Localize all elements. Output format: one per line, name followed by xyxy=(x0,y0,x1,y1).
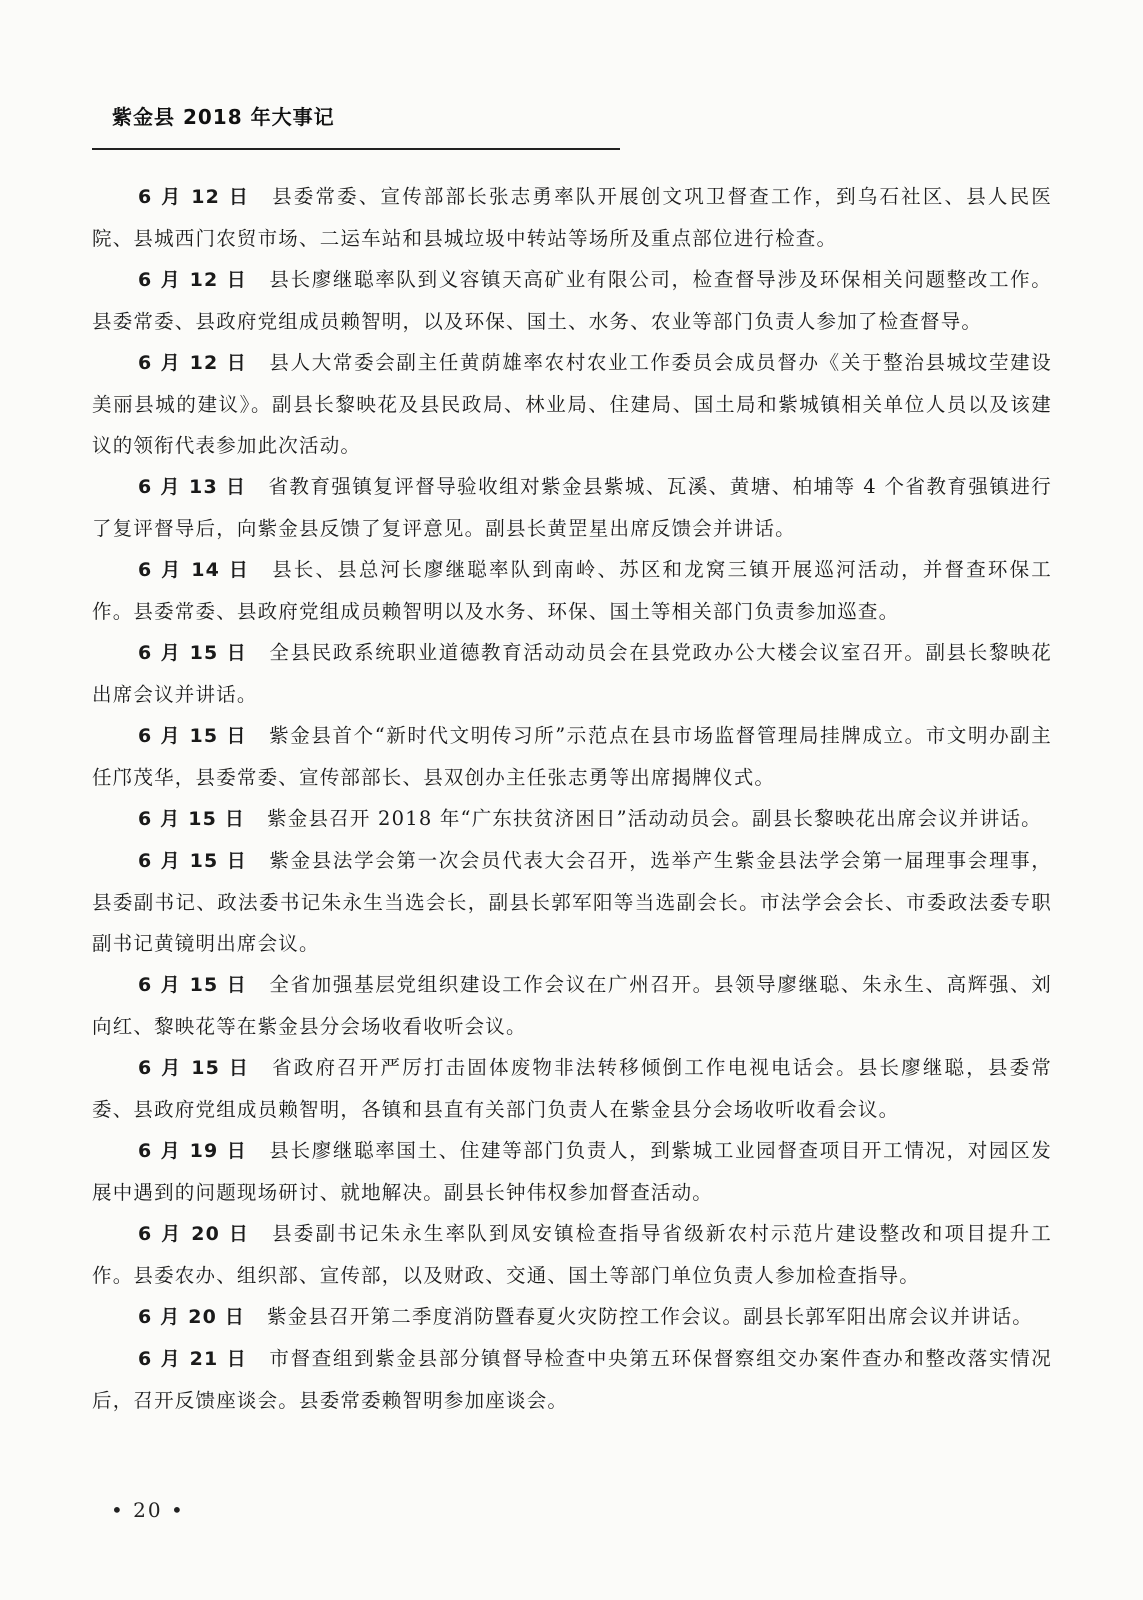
chronicle-entry xyxy=(92,1130,1052,1213)
entry-text: 县长廖继聪率国土、住建等部门负责人，到紫城工业园督查项目开工情况，对园区发展中遇到的问题现场研讨、就地解决。副县长钟伟权参加督查活动。 xyxy=(92,1139,1052,1204)
entry-date: 6 月 20 日 xyxy=(138,1223,251,1245)
entry-date: 6 月 15 日 xyxy=(138,642,248,664)
entry-date: 6 月 15 日 xyxy=(138,974,248,996)
chronicle-entry xyxy=(92,632,1052,715)
entry-date: 6 月 13 日 xyxy=(138,476,247,498)
entry-date: 6 月 12 日 xyxy=(138,269,248,291)
chronicle-entry xyxy=(92,840,1052,964)
header-divider xyxy=(92,148,620,150)
entry-text: 市督查组到紫金县部分镇督导检查中央第五环保督察组交办案件查办和整改落实情况后，召开反馈座谈会。县委常委赖智明参加座谈会。 xyxy=(92,1347,1052,1412)
entry-text: 县委常委、宣传部部长张志勇率队开展创文巩卫督查工作，到乌石社区、县人民医院、县城西门农贸市场、二运车站和县城垃圾中转站等场所及重点部位进行检查。 xyxy=(92,185,1053,250)
entry-text: 县人大常委会副主任黄荫雄率农村农业工作委员会成员督办《关于整治县城坟茔建设美丽县城的建议》。副县长黎映花及县民政局、林业局、住建局、国土局和紫城镇相关单位人员以及该建议的领衔代表参加此次活动。 xyxy=(92,351,1052,457)
entry-text: 紫金县法学会第一次会员代表大会召开，选举产生紫金县法学会第一届理事会理事，县委副书记、政法委书记朱永生当选会长，副县长郭军阳等当选副会长。市法学会会长、市委政法委专职副书记黄镜明出席会议。 xyxy=(92,849,1052,955)
entry-text: 县长、县总河长廖继聪率队到南岭、苏区和龙窝三镇开展巡河活动，并督查环保工作。县委常委、县政府党组成员赖智明以及水务、环保、国土等相关部门负责参加巡查。 xyxy=(92,558,1053,623)
chronicle-entry xyxy=(92,715,1052,798)
chronicle-entry xyxy=(92,964,1052,1047)
entry-text: 紫金县首个“新时代文明传习所”示范点在县市场监督管理局挂牌成立。市文明办副主任邝茂华，县委常委、宣传部部长、县双创办主任张志勇等出席揭牌仪式。 xyxy=(92,724,1052,789)
page-number: • 20 • xyxy=(111,1498,185,1522)
chronicle-entry xyxy=(92,259,1052,342)
entry-date: 6 月 12 日 xyxy=(138,186,251,208)
chronicle-entry xyxy=(92,1338,1052,1421)
entry-date: 6 月 15 日 xyxy=(138,808,246,830)
chronicle-entry xyxy=(92,1213,1052,1296)
entry-text: 县委副书记朱永生率队到凤安镇检查指导省级新农村示范片建设整改和项目提升工作。县委农办、组织部、宣传部，以及财政、交通、国土等部门单位负责人参加检查指导。 xyxy=(92,1222,1053,1287)
chronicle-entry xyxy=(92,466,1052,549)
entry-date: 6 月 14 日 xyxy=(138,559,251,581)
entry-text: 省教育强镇复评督导验收组对紫金县紫城、瓦溪、黄塘、柏埔等 4 个省教育强镇进行了复评督导后，向紫金县反馈了复评意见。副县长黄罡星出席反馈会并讲话。 xyxy=(92,475,1052,540)
running-header: 紫金县 2018 年大事记 xyxy=(112,105,335,129)
entry-date: 6 月 20 日 xyxy=(138,1306,246,1328)
entry-date: 6 月 21 日 xyxy=(138,1348,248,1370)
chronicle-entry xyxy=(92,176,1052,259)
entry-date: 6 月 15 日 xyxy=(138,850,248,872)
chronicle-entry xyxy=(92,1296,1052,1338)
chronicle-body xyxy=(92,176,1052,1421)
entry-text: 县长廖继聪率队到义容镇天高矿业有限公司，检查督导涉及环保相关问题整改工作。县委常委、县政府党组成员赖智明，以及环保、国土、水务、农业等部门负责人参加了检查督导。 xyxy=(92,268,1052,333)
entry-text: 紫金县召开第二季度消防暨春夏火灾防控工作会议。副县长郭军阳出席会议并讲话。 xyxy=(267,1305,1034,1328)
entry-text: 全省加强基层党组织建设工作会议在广州召开。县领导廖继聪、朱永生、高辉强、刘向红、黎映花等在紫金县分会场收看收听会议。 xyxy=(92,973,1052,1038)
entry-date: 6 月 12 日 xyxy=(138,352,248,374)
entry-date: 6 月 19 日 xyxy=(138,1140,248,1162)
chronicle-entry xyxy=(92,1047,1052,1130)
entry-text: 省政府召开严厉打击固体废物非法转移倾倒工作电视电话会。县长廖继聪，县委常委、县政府党组成员赖智明，各镇和县直有关部门负责人在紫金县分会场收听收看会议。 xyxy=(92,1056,1053,1121)
chronicle-entry xyxy=(92,798,1052,840)
chronicle-entry xyxy=(92,549,1052,632)
entry-text: 全县民政系统职业道德教育活动动员会在县党政办公大楼会议室召开。副县长黎映花出席会议并讲话。 xyxy=(92,641,1052,706)
entry-date: 6 月 15 日 xyxy=(138,1057,251,1079)
chronicle-entry xyxy=(92,342,1052,466)
entry-text: 紫金县召开 2018 年“广东扶贫济困日”活动动员会。副县长黎映花出席会议并讲话。 xyxy=(267,807,1042,830)
entry-date: 6 月 15 日 xyxy=(138,725,248,747)
